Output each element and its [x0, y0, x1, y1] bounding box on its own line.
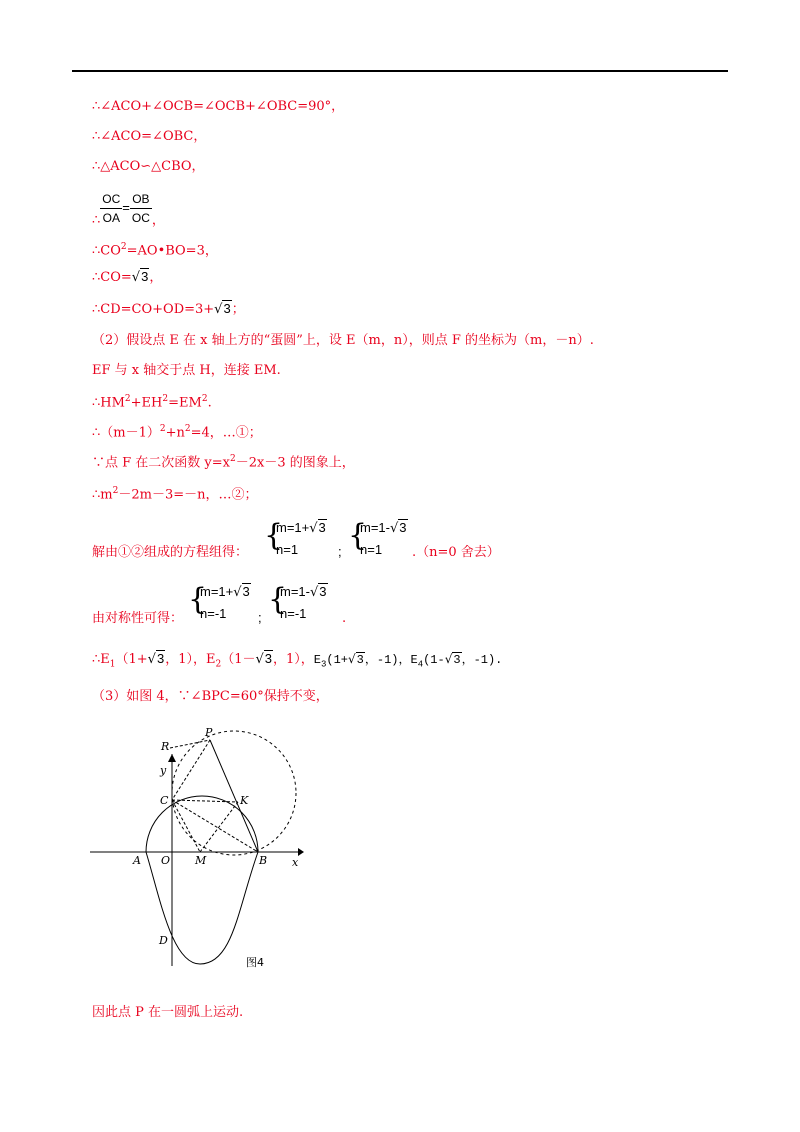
label-m: M — [195, 854, 207, 867]
line-8: （2）假设点 E 在 x 轴上方的“蛋圆”上，设 E（m，n），则点 F 的坐标为（m，－n）. — [92, 333, 594, 348]
line-7: ∴CD=CO+OD=3+√3； — [92, 301, 245, 317]
y-axis-arrow — [168, 754, 176, 762]
label-c: C — [160, 794, 169, 807]
line-11: $\therefore(m-1)^2+n^2=4$，…①； — [92, 424, 262, 441]
equation-system-1: { m=1+√3 n=1 — [264, 518, 326, 557]
figure-caption: 图4 — [246, 956, 264, 969]
label-y: y — [160, 764, 167, 777]
equation-system-3: { m=1+√3 n=-1 — [188, 582, 250, 621]
line-3: ∴△ACO∽△CBO， — [92, 159, 205, 174]
line-2: ∴∠ACO=∠OBC， — [92, 129, 207, 144]
label-b: B — [259, 854, 268, 867]
sqrt-3: √3 — [214, 301, 231, 317]
figure-4 — [88, 718, 310, 974]
line-18: 因此点 P 在一圆弧上运动. — [92, 1005, 244, 1020]
line-15: 由对称性可得： — [92, 611, 184, 626]
label-p: P — [205, 726, 213, 739]
equation-system-4: { m=1-√3 n=-1 — [268, 582, 327, 621]
label-r: R — [161, 740, 170, 753]
system-separator: ; — [258, 610, 262, 625]
line-4: ∴ $\frac{OC}{OA}$ = $\frac{OB}{OC}$ ， — [92, 192, 165, 228]
dashed-circle — [172, 731, 296, 855]
line-15-tail: . — [342, 611, 347, 626]
line-ck — [172, 800, 238, 802]
system-separator: ; — [338, 544, 342, 559]
label-k: K — [240, 794, 249, 807]
line-16: $\therefore E_1(1+√3$，1），$E_2(1-√3$，1），$E_3(1+√3$，-1)，$E_4(1-√3$，-1). — [92, 651, 503, 670]
line-14-tail: .（n=0 舍去） — [412, 545, 500, 560]
line-rp — [170, 740, 210, 748]
x-axis-arrow — [298, 848, 304, 856]
line-pc — [172, 740, 210, 800]
sqrt-3: √3 — [131, 269, 149, 285]
therefore-sign: ∴ — [92, 213, 101, 228]
label-o: O — [161, 854, 171, 867]
fraction-ob-oc: $\frac{OB}{OC}$ — [131, 192, 150, 225]
top-rule — [72, 70, 728, 72]
fraction-oc-oa: $\frac{OC}{OA}$ — [102, 192, 121, 225]
line-cb — [172, 800, 258, 852]
label-a: A — [133, 854, 141, 867]
line-mk — [200, 802, 238, 852]
line-cm — [172, 800, 200, 852]
line-14: 解由①②组成的方程组得： — [92, 545, 249, 560]
line-17: （3）如图 4，∵∠BPC=60°保持不变， — [92, 689, 329, 704]
line-1: ∴∠ACO+∠OCB=∠OCB+∠OBC=90°， — [92, 99, 345, 114]
label-x: x — [292, 856, 299, 869]
line-pb — [210, 740, 258, 852]
line-13: $\therefore m^2-2m-3=-n$，…②； — [92, 486, 258, 503]
equation-system-2: { m=1-√3 n=1 — [348, 518, 407, 557]
line-9: EF 与 x 轴交于点 H，连接 EM. — [92, 363, 281, 378]
line-6: ∴CO=√3， — [92, 269, 163, 285]
line-5: $\therefore CO^2=AO•BO=3$， — [92, 242, 218, 259]
line-12: ∵点 F 在二次函数 $y=x^2-2x-3$ 的图象上， — [92, 454, 355, 471]
line-10: $\therefore HM^2+EH^2=EM^2$. — [92, 394, 212, 411]
label-d: D — [159, 934, 168, 947]
